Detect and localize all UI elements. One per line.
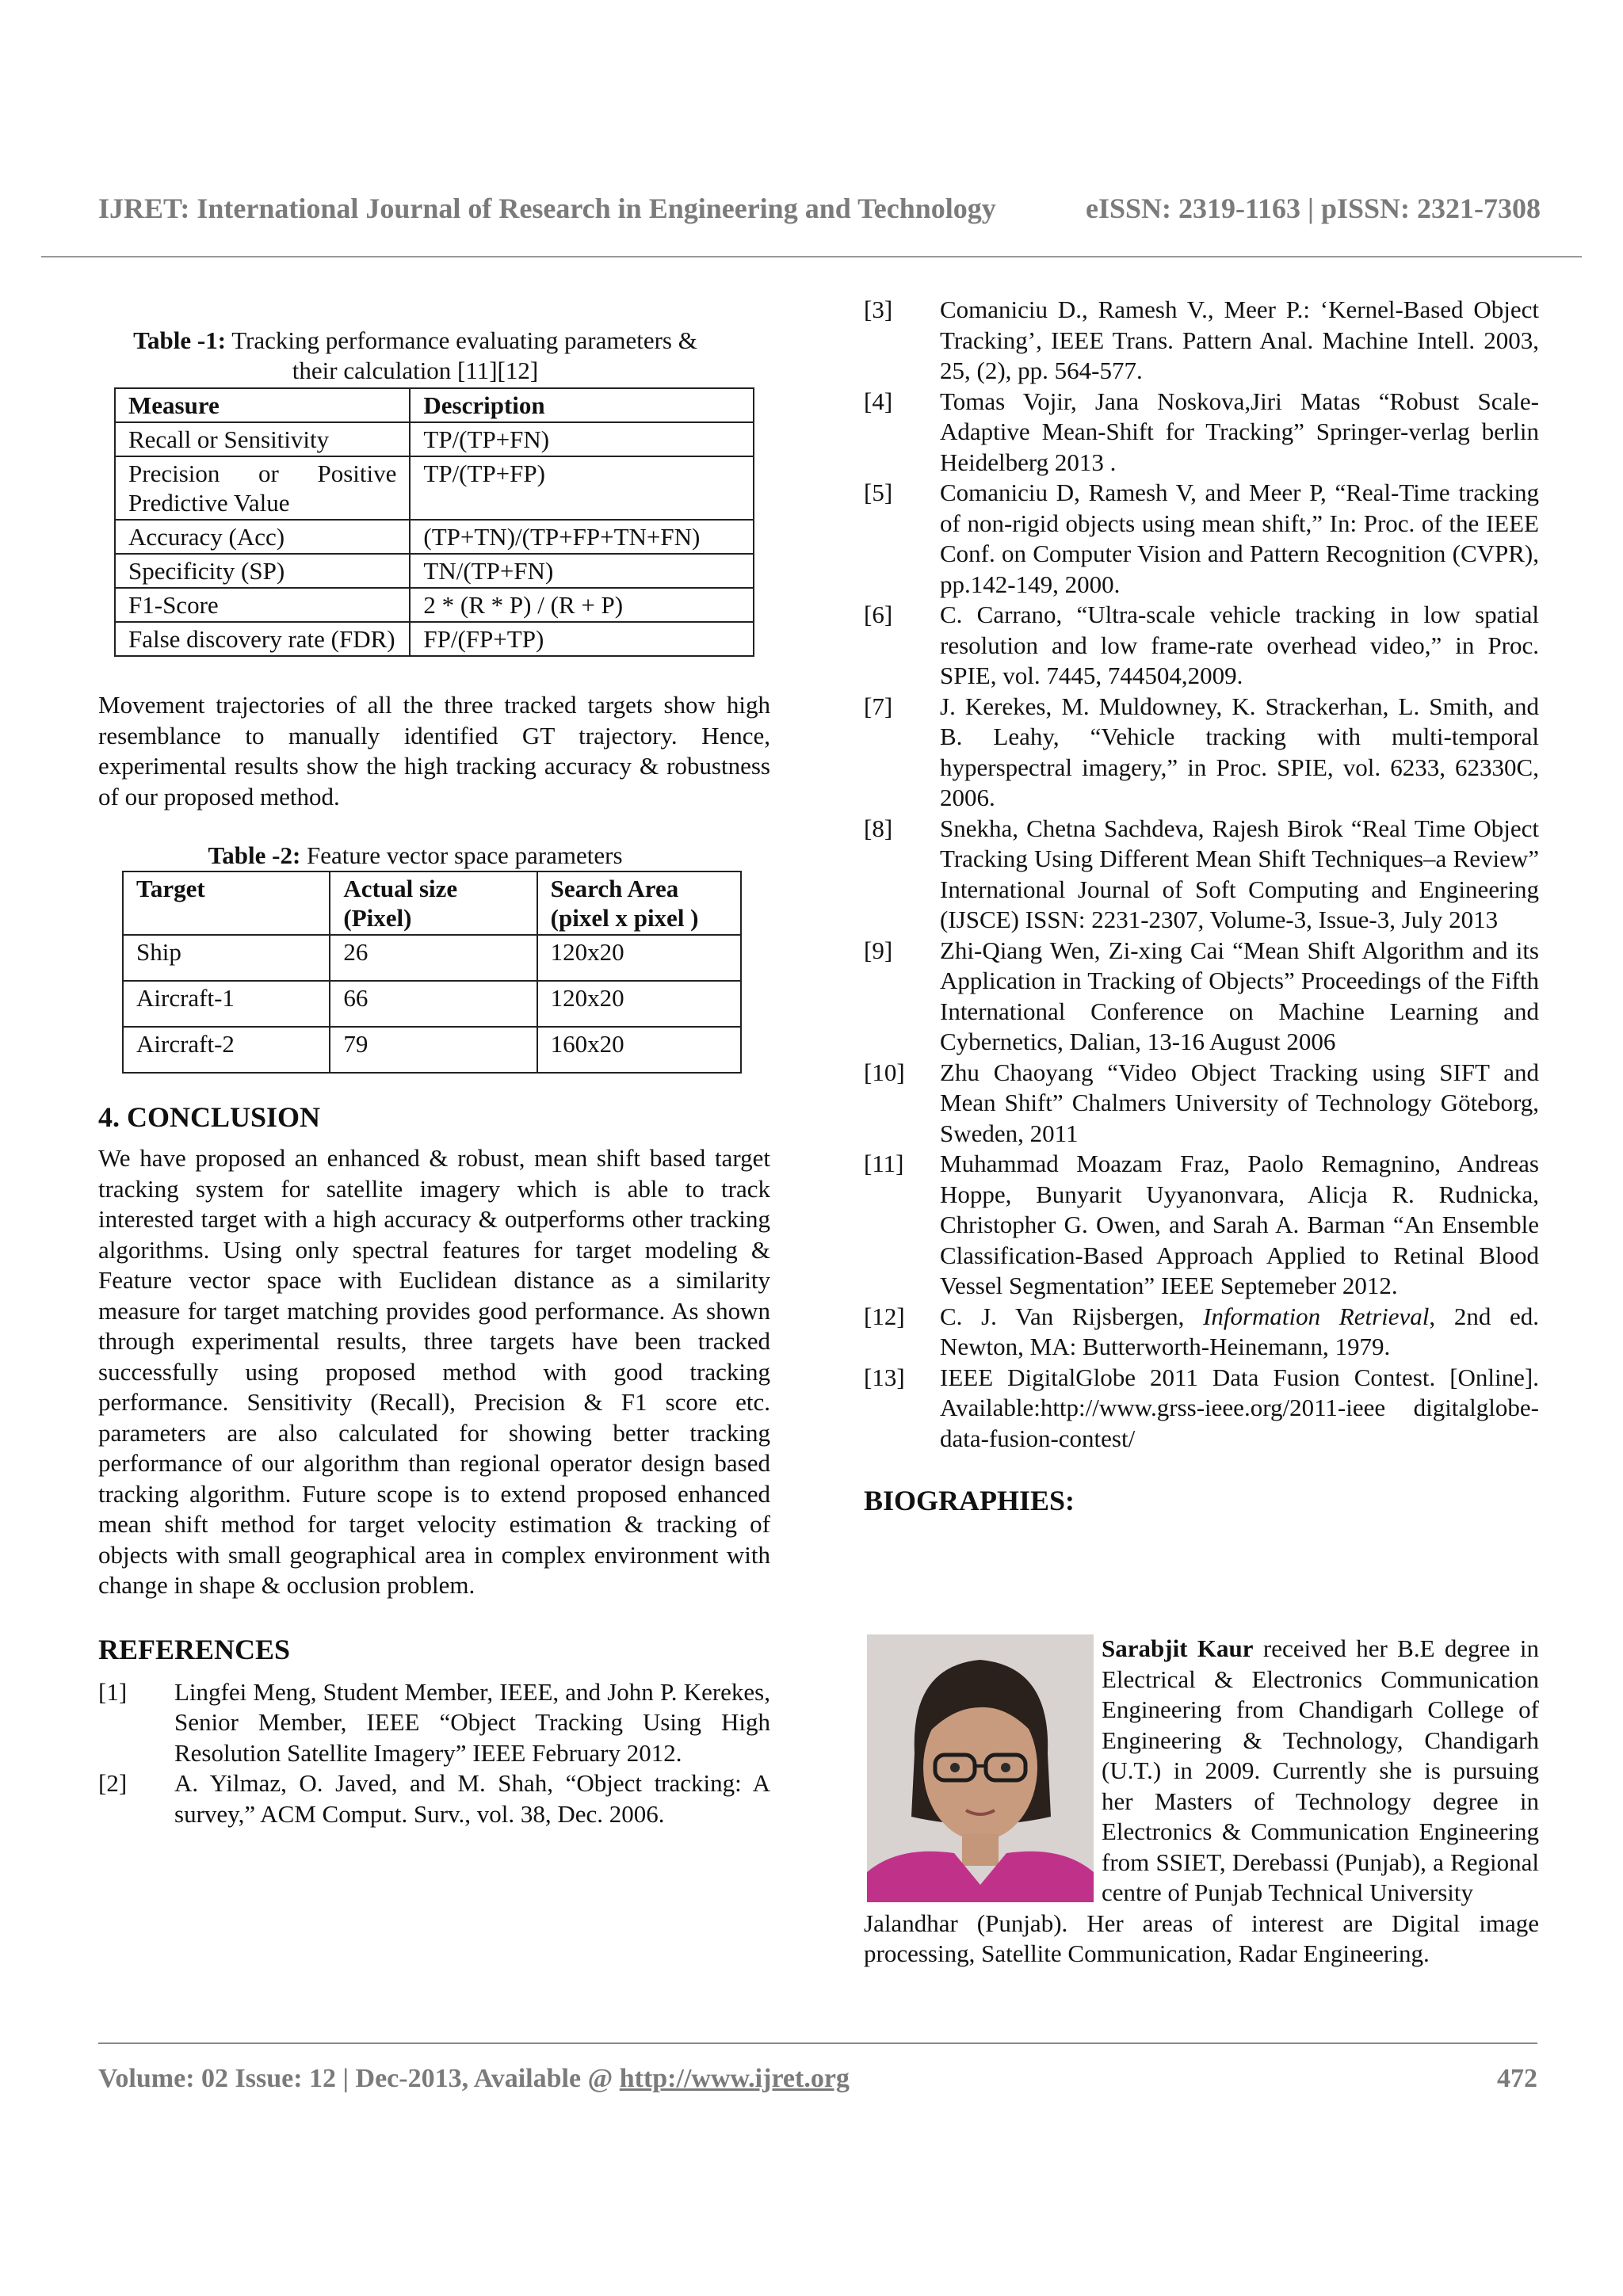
references-heading: REFERENCES	[98, 1633, 291, 1665]
table-cell: Aircraft-1	[123, 981, 330, 1027]
reference-item	[864, 600, 1539, 692]
table-cell: 120x20	[537, 935, 741, 981]
journal-link[interactable]: http://www.ijret.org	[619, 2064, 850, 2093]
table-header-cell: Measure	[128, 391, 220, 419]
reference-number: [7]	[864, 692, 893, 720]
footer-volume: Volume: 02 Issue: 12 | Dec-2013, Available @	[98, 2064, 620, 2093]
page-number: 472	[1497, 2064, 1537, 2093]
table1-caption-label: Table -1:	[133, 326, 227, 354]
reference-text: IEEE DigitalGlobe 2011 Data Fusion Contest. [Online]. Available:http://www.grss-ieee.org/2011-ieee digitalglobe-data-fusion-contest/	[940, 1363, 1539, 1452]
reference-item	[864, 1302, 1539, 1363]
reference-number: [1]	[98, 1677, 128, 1706]
table-cell: 79	[330, 1027, 537, 1073]
movement-paragraph: Movement trajectories of all the three tracked targets show high resemblance to manually identified GT trajectory. Hence, experimental results show the high tracking accuracy & robustness of our proposed method.	[98, 691, 770, 810]
table-cell: FP/(FP+TP)	[410, 622, 754, 656]
table2	[122, 871, 742, 1074]
table-cell: Aircraft-2	[123, 1027, 330, 1073]
reference-number: [10]	[864, 1058, 905, 1086]
table-cell: 2 * (R * P) / (R + P)	[410, 588, 754, 622]
biographies-heading: BIOGRAPHIES:	[864, 1485, 1075, 1516]
running-header	[98, 192, 1541, 225]
table-row	[115, 554, 754, 588]
reference-number: [13]	[864, 1363, 905, 1391]
table-cell: False discovery rate (FDR)	[115, 622, 410, 656]
issn: eISSN: 2319-1163 | pISSN: 2321-7308	[1086, 193, 1541, 224]
table2-caption-text: Feature vector space parameters	[300, 841, 623, 869]
reference-title-italic: Information Retrieval	[1203, 1302, 1430, 1330]
reference-text: Zhu Chaoyang “Video Object Tracking using SIFT and Mean Shift” Chalmers University of Technology Göteborg, Sweden, 2011	[940, 1058, 1539, 1147]
footer-info	[98, 2064, 850, 2094]
table-header-cell: Description	[423, 391, 545, 419]
references-list-right	[864, 295, 1539, 1454]
reference-item	[864, 387, 1539, 479]
table-row	[115, 520, 754, 554]
reference-item	[98, 1768, 770, 1829]
table-cell: Ship	[123, 935, 330, 981]
journal-title: IJRET: International Journal of Research in Engineering and Technology	[98, 193, 996, 224]
table-row	[115, 588, 754, 622]
reference-number: [4]	[864, 387, 893, 415]
table1-caption-text-2: their calculation [11][12]	[292, 357, 539, 384]
author-photo	[867, 1634, 1094, 1902]
table-cell: F1-Score	[115, 588, 410, 622]
reference-text: Tomas Vojir, Jana Noskova,Jiri Matas “Robust Scale-Adaptive Mean-Shift for Tracking” Springer-verlag berlin Heidelberg 2013 .	[940, 387, 1539, 476]
conclusion-paragraph: We have proposed an enhanced & robust, mean shift based target tracking system for satellite imagery which is able to track interested target with a high accuracy & outperforms other tracking algorithms. Using only spectral features for target modeling & Feature vector space with Euclidean distance as a similarity measure for target matching provides good performance. As shown through experimental results, three targets have been tracked successfully using proposed method with good tracking performance. Sensitivity (Recall), Precision & F1 score etc. parameters are also calculated for showing better tracking performance of our algorithm than regional operator design based tracking algorithm. Future scope is to extend proposed enhanced mean shift method for target velocity estimation & tracking of objects with small geographical area in complex environment with change in shape & occlusion problem.	[98, 1144, 770, 1599]
table1-caption-text-1: Tracking performance evaluating parameters &	[226, 326, 697, 354]
reference-item	[864, 814, 1539, 936]
table2-caption-label: Table -2:	[208, 841, 301, 869]
reference-text: Muhammad Moazam Fraz, Paolo Remagnino, Andreas Hoppe, Bunyarit Uyyanonvara, Alicja R. Rudnicka, Christopher G. Owen, and Sarah A. Barman “An Ensemble Classification-Based Approach Applied to Retinal Blood Vessel Segmentation” IEEE Septemeber 2012.	[940, 1150, 1539, 1299]
table2-caption	[98, 841, 732, 871]
reference-item	[864, 295, 1539, 387]
reference-number: [2]	[98, 1769, 128, 1797]
table-header-cell: Target	[136, 875, 205, 902]
reference-text	[940, 1302, 1539, 1363]
table-cell: Precision or Positive Predictive Value	[115, 456, 410, 520]
table-row	[123, 981, 741, 1027]
reference-item	[864, 1058, 1539, 1150]
reference-number: [9]	[864, 936, 893, 964]
reference-number: [11]	[864, 1150, 904, 1177]
right-column	[864, 295, 1539, 1517]
reference-number: [5]	[864, 479, 893, 506]
reference-text-part: , 2nd ed. Newton, MA: Butterworth-Heinemann, 1979.	[940, 1302, 1539, 1360]
table-header-cell: Actual size (Pixel)	[343, 875, 458, 932]
table-cell: Specificity (SP)	[115, 554, 410, 588]
table-row	[115, 422, 754, 456]
reference-number: [12]	[864, 1302, 905, 1330]
table-cell: 26	[330, 935, 537, 981]
table-cell: TP/(TP+FP)	[410, 456, 754, 520]
footer-rule	[98, 2042, 1537, 2044]
bio-text: received her B.E degree in Electrical & Electronics Communication Engineering from Chandigarh College of Engineering & Technology, Chandigarh (U.T.) in 2009. Currently she is pursuing her Masters of Technology degree in Electronics & Communication Engineering from SSIET, Derebassi (Punjab), a Regional centre of Punjab Technical University	[1102, 1634, 1539, 1906]
bio-text-continued: Jalandhar (Punjab). Her areas of interest are Digital image processing, Satellite Communication, Radar Engineering.	[864, 1909, 1539, 1967]
table-row	[115, 622, 754, 656]
table-cell: TP/(TP+FN)	[410, 422, 754, 456]
bio-name: Sarabjit Kaur	[1102, 1634, 1254, 1662]
reference-text-part: C. J. Van Rijsbergen,	[940, 1302, 1204, 1330]
table-row	[123, 1027, 741, 1073]
table-cell: Recall or Sensitivity	[115, 422, 410, 456]
table-header-row	[115, 388, 754, 422]
reference-item	[864, 1363, 1539, 1455]
table-row	[115, 456, 754, 520]
table1	[114, 387, 754, 657]
reference-text: C. Carrano, “Ultra-scale vehicle tracking in low spatial resolution and low frame-rate overhead video,” in Proc. SPIE, vol. 7445, 744504,2009.	[940, 601, 1539, 689]
reference-text: Snekha, Chetna Sachdeva, Rajesh Birok “Real Time Object Tracking Using Different Mean Shift Techniques–a Review” International Journal of Soft Computing and Engineering (IJSCE) ISSN: 2231-2307, Volume-3, Issue-3, July 2013	[940, 814, 1539, 933]
header-rule	[41, 256, 1582, 257]
reference-number: [3]	[864, 296, 893, 323]
table-cell: 66	[330, 981, 537, 1027]
table-header-row	[123, 871, 741, 935]
conclusion-heading: 4. CONCLUSION	[98, 1101, 321, 1133]
reference-text: Comaniciu D, Ramesh V, and Meer P, “Real-Time tracking of non-rigid objects using mean shift,” In: Proc. of the IEEE Conf. on Computer Vision and Pattern Recognition (CVPR), pp.142-149, 2000.	[940, 479, 1539, 598]
table-cell: TN/(TP+FN)	[410, 554, 754, 588]
left-column	[98, 326, 770, 1829]
table1-caption	[98, 326, 732, 386]
reference-text: Zhi-Qiang Wen, Zi-xing Cai “Mean Shift Algorithm and its Application in Tracking of Objects” Proceedings of the Fifth International Conference on Machine Learning and Cybernetics, Dalian, 13-16 August 2006	[940, 936, 1539, 1055]
table-cell: 160x20	[537, 1027, 741, 1073]
reference-number: [8]	[864, 814, 893, 842]
table-cell: Accuracy (Acc)	[115, 520, 410, 554]
running-footer	[98, 2064, 1537, 2094]
table-row	[123, 935, 741, 981]
reference-text: Comaniciu D., Ramesh V., Meer P.: ‘Kernel-Based Object Tracking’, IEEE Trans. Pattern Anal. Machine Intell. 2003, 25, (2), pp. 564-577.	[940, 296, 1539, 384]
reference-item	[864, 692, 1539, 814]
table-cell: 120x20	[537, 981, 741, 1027]
table-cell: (TP+TN)/(TP+FP+TN+FN)	[410, 520, 754, 554]
reference-number: [6]	[864, 601, 893, 628]
reference-text: A. Yilmaz, O. Javed, and M. Shah, “Object tracking: A survey,” ACM Comput. Surv., vol. 38, Dec. 2006.	[174, 1769, 770, 1828]
reference-item	[864, 1149, 1539, 1302]
reference-item	[98, 1677, 770, 1769]
reference-item	[864, 478, 1539, 600]
reference-text: J. Kerekes, M. Muldowney, K. Strackerhan, L. Smith, and B. Leahy, “Vehicle tracking with multi-temporal hyperspectral imagery,” in Proc. SPIE, vol. 6233, 62330C, 2006.	[940, 692, 1539, 811]
table-header-cell: Search Area (pixel x pixel )	[550, 875, 699, 932]
reference-text: Lingfei Meng, Student Member, IEEE, and John P. Kerekes, Senior Member, IEEE “Object Tracking Using High Resolution Satellite Imagery” IEEE February 2012.	[174, 1677, 770, 1767]
references-list-left	[98, 1677, 770, 1830]
bio-text-side	[1102, 1634, 1539, 1909]
reference-item	[864, 936, 1539, 1058]
